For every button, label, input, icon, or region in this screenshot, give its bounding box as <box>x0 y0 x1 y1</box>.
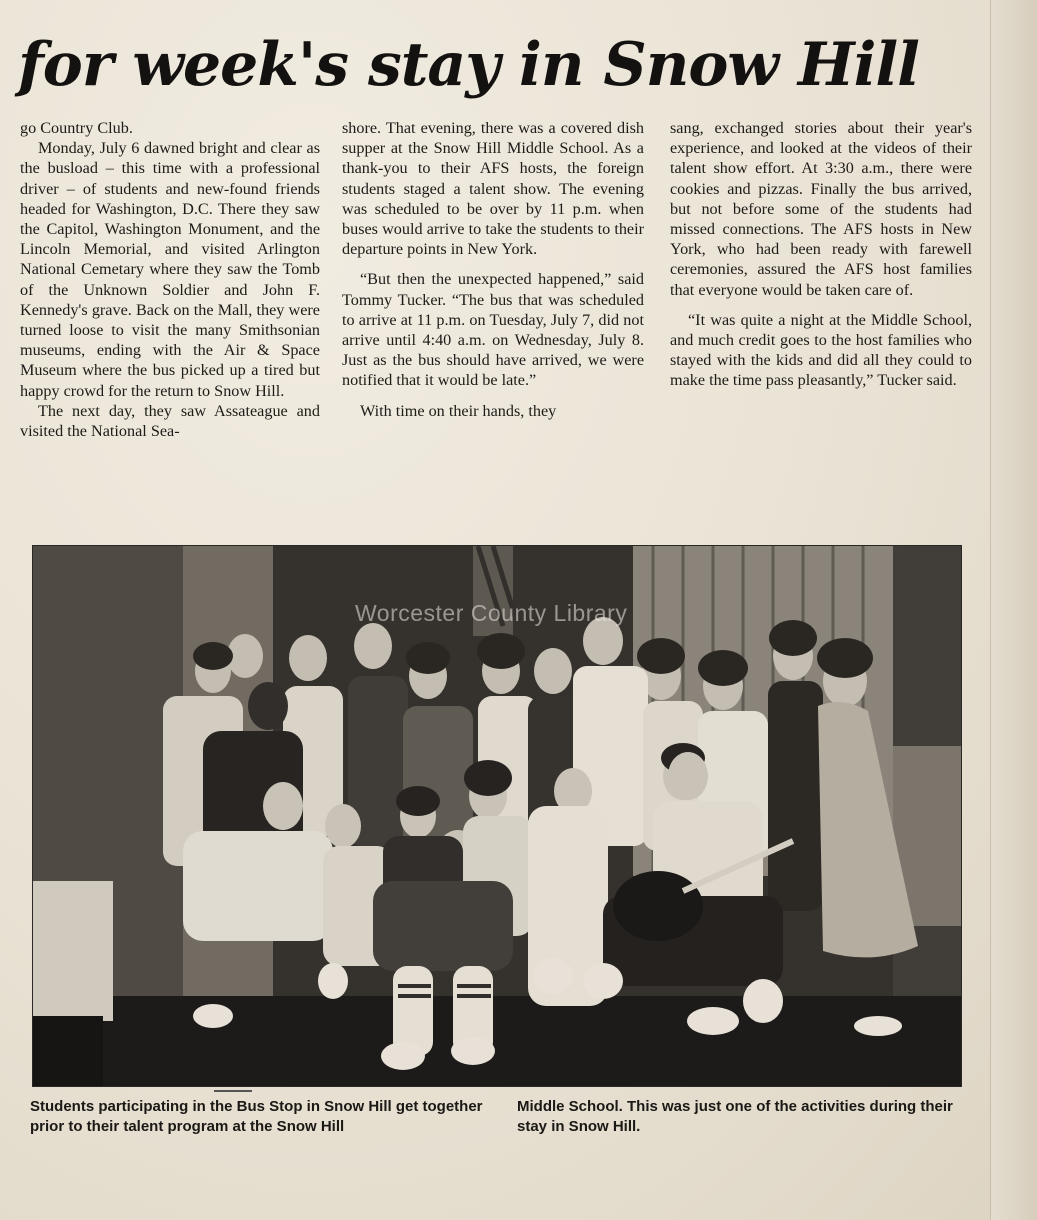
paragraph: shore. That evening, there was a covered dish supper at the Snow Hill Middle School. As a thank-you to their AFS hosts, the foreign students staged a talent show. The evening was scheduled to be over by 11 p.m. when buses would arrive to take the students to their departure points in New York. <box>342 119 644 259</box>
paragraph: sang, exchanged stories about their year's experience, and looked at the videos of their talent show effort. At 3:30 a.m., there were cookies and pizzas. Finally the bus arrived, but not before some of the students had missed connections. The AFS hosts in New York, who had been ready with farewell ceremonies, assured the AFS host families that everyone would be taken care of. <box>670 119 972 299</box>
article-column-1 <box>20 118 320 441</box>
article-column-3 <box>670 118 972 391</box>
photo-caption-left: Students participating in the Bus Stop in Snow Hill get together prior to their talent program at the Snow Hill <box>30 1098 483 1135</box>
photo-caption-right: Middle School. This was just one of the activities during their stay in Snow Hill. <box>517 1098 953 1135</box>
adjacent-column-edge <box>990 0 1037 1220</box>
paragraph: With time on their hands, they <box>360 401 557 420</box>
headline: for week's stay in Snow Hill <box>18 30 919 100</box>
paragraph: “But then the unexpected happened,” said Tommy Tucker. “The bus that was scheduled to arrive at 11 p.m. on Tuesday, July 7, did not arrive until 4:40 a.m. on Wednesday, July 8. Just as the bus should have arrived, we were notified that it would be late.” <box>342 270 644 390</box>
article-column-2 <box>342 118 644 421</box>
paragraph: The next day, they saw Assateague and visited the National Sea- <box>20 401 320 441</box>
group-photo-icon <box>33 546 961 1086</box>
paragraph: Monday, July 6 dawned bright and clear as the busload – this time with a professional driver – of students and new-found friends headed for Washington, D.C. There they saw the Capitol, Washington Monument, and the Lincoln Memorial, and visited Arlington National Cemetary where they saw the Tomb of the Unknown Soldier and John F. Kennedy's grave. Back on the Mall, they were turned loose to visit the many Smithsonian museums, ending with the Air & Space Museum where the bus picked up a tired but happy crowd for the return to Snow Hill. <box>20 139 320 400</box>
divider <box>214 1090 252 1092</box>
watermark: Worcester County Library <box>355 600 628 626</box>
paragraph: go Country Club. <box>20 119 133 137</box>
paragraph: “It was quite a night at the Middle School, and much credit goes to the host families who stayed with the kids and did all they could to make the time pass pleasantly,” Tucker said. <box>670 310 972 390</box>
